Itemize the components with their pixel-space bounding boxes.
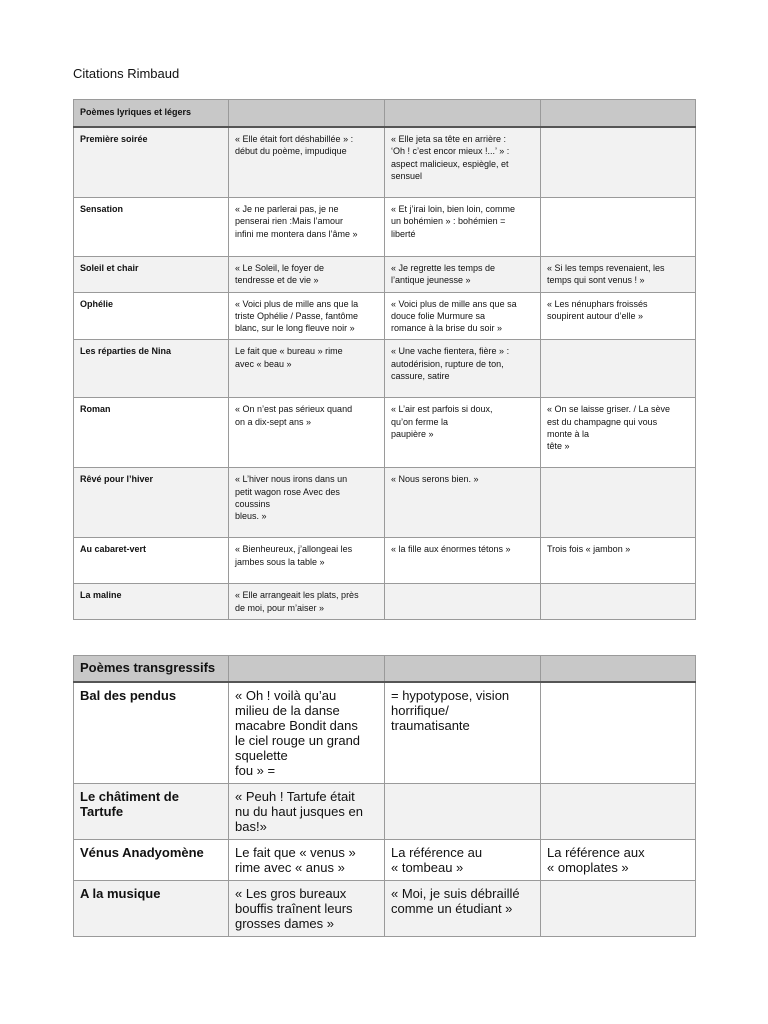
quote-cell: « Elle arrangeait les plats, près de moi, pour m’aiser » xyxy=(229,584,385,620)
header-cell: Poèmes lyriques et légers xyxy=(74,100,229,128)
header-cell xyxy=(229,656,385,683)
header-cell xyxy=(229,100,385,128)
header-cell xyxy=(541,656,696,683)
header-cell xyxy=(541,100,696,128)
quote-cell: Trois fois « jambon » xyxy=(541,538,696,584)
quote-cell: « Une vache fientera, fière » : autodérision, rupture de ton, cassure, satire xyxy=(385,340,541,398)
quote-cell: La référence aux « omoplates » xyxy=(541,840,696,881)
quote-cell: « Voici plus de mille ans que sa douce folie Murmure sa romance à la brise du soir » xyxy=(385,292,541,340)
quote-cell xyxy=(541,682,696,784)
quote-cell xyxy=(541,784,696,840)
quote-cell xyxy=(541,198,696,257)
table-header-row xyxy=(74,656,696,683)
table-header-row xyxy=(74,100,696,128)
table-row xyxy=(74,584,696,620)
quote-cell: « Nous serons bien. » xyxy=(385,468,541,538)
quote-cell: « Et j’irai loin, bien loin, comme un bohémien » : bohémien = liberté xyxy=(385,198,541,257)
poem-title-cell: Première soirée xyxy=(74,127,229,198)
quote-cell: « Si les temps revenaient, les temps qui sont venus ! » xyxy=(541,257,696,293)
quote-cell: « Je regrette les temps de l’antique jeunesse » xyxy=(385,257,541,293)
poem-title-cell: Les réparties de Nina xyxy=(74,340,229,398)
transgressive-poems-table xyxy=(73,655,696,937)
quote-cell xyxy=(385,784,541,840)
quote-cell: « Voici plus de mille ans que la triste Ophélie / Passe, fantôme blanc, sur le long fleuve noir » xyxy=(229,292,385,340)
table-row xyxy=(74,257,696,293)
table-row xyxy=(74,398,696,468)
poem-title-cell: Bal des pendus xyxy=(74,682,229,784)
quote-cell: « Oh ! voilà qu’au milieu de la danse macabre Bondit dans le ciel rouge un grand squelette fou » = xyxy=(229,682,385,784)
quote-cell xyxy=(541,468,696,538)
poem-title-cell: A la musique xyxy=(74,881,229,937)
poem-title-cell: Ophélie xyxy=(74,292,229,340)
quote-cell: « Moi, je suis débraillé comme un étudiant » xyxy=(385,881,541,937)
table-row xyxy=(74,127,696,198)
quote-cell: « Peuh ! Tartufe était nu du haut jusques en bas!» xyxy=(229,784,385,840)
poem-title-cell: Rêvé pour l’hiver xyxy=(74,468,229,538)
quote-cell: « Les nénuphars froissés soupirent autour d’elle » xyxy=(541,292,696,340)
table-row xyxy=(74,340,696,398)
poem-title-cell: Soleil et chair xyxy=(74,257,229,293)
quote-cell: « Les gros bureaux bouffis traînent leurs grosses dames » xyxy=(229,881,385,937)
quote-cell xyxy=(541,584,696,620)
quote-cell xyxy=(541,127,696,198)
quote-cell: « Je ne parlerai pas, je ne penserai rien :Mais l’amour infini me montera dans l’âme » xyxy=(229,198,385,257)
poem-title-cell: Le châtiment de Tartufe xyxy=(74,784,229,840)
quote-cell: Le fait que « venus » rime avec « anus » xyxy=(229,840,385,881)
quote-cell: La référence au « tombeau » xyxy=(385,840,541,881)
quote-cell: « Elle jeta sa tête en arrière : ‘Oh ! c’est encor mieux !...’ » : aspect malicieux, espiègle, et sensuel xyxy=(385,127,541,198)
quote-cell xyxy=(385,584,541,620)
quote-cell: « Le Soleil, le foyer de tendresse et de vie » xyxy=(229,257,385,293)
table-row xyxy=(74,292,696,340)
table-row xyxy=(74,538,696,584)
quote-cell xyxy=(541,340,696,398)
poem-title-cell: Roman xyxy=(74,398,229,468)
quote-cell: « L’hiver nous irons dans un petit wagon rose Avec des coussins bleus. » xyxy=(229,468,385,538)
header-cell: Poèmes transgressifs xyxy=(74,656,229,683)
quote-cell xyxy=(541,881,696,937)
table-row xyxy=(74,682,696,784)
quote-cell: « Bienheureux, j’allongeai les jambes sous la table » xyxy=(229,538,385,584)
poem-title-cell: Sensation xyxy=(74,198,229,257)
table-row xyxy=(74,784,696,840)
table-row xyxy=(74,881,696,937)
quote-cell: Le fait que « bureau » rime avec « beau » xyxy=(229,340,385,398)
header-cell xyxy=(385,656,541,683)
poem-title-cell: Vénus Anadyomène xyxy=(74,840,229,881)
table-row xyxy=(74,468,696,538)
header-cell xyxy=(385,100,541,128)
table-row xyxy=(74,840,696,881)
quote-cell: « On se laisse griser. / La sève est du champagne qui vous monte à la tête » xyxy=(541,398,696,468)
lyric-poems-table xyxy=(73,99,696,620)
document-title: Citations Rimbaud xyxy=(73,66,180,81)
quote-cell: « L’air est parfois si doux, qu’on ferme la paupière » xyxy=(385,398,541,468)
poem-title-cell: Au cabaret-vert xyxy=(74,538,229,584)
poem-title-cell: La maline xyxy=(74,584,229,620)
quote-cell: = hypotypose, vision horrifique/ traumatisante xyxy=(385,682,541,784)
table-row xyxy=(74,198,696,257)
quote-cell: « On n’est pas sérieux quand on a dix-sept ans » xyxy=(229,398,385,468)
quote-cell: « Elle était fort déshabillée » : début du poème, impudique xyxy=(229,127,385,198)
quote-cell: « la fille aux énormes tétons » xyxy=(385,538,541,584)
